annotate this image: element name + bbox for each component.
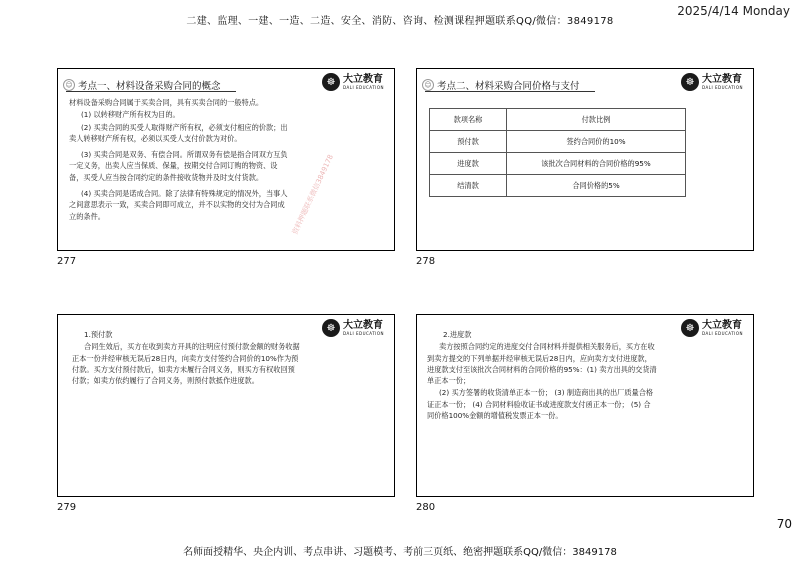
- logo-subtext: DALI EDUCATION: [702, 84, 743, 90]
- paragraph: 卖方按照合同约定的进度交付合同材料并提供相关服务后，买方在收到卖方提交的下列单据并经审核无误后28日内，应向卖方支付进度款，进度款支付至该批次合同材料的合同价格的95%：(1) 卖方出具的交货清单正本一份；: [427, 342, 657, 386]
- table-row: [430, 131, 686, 153]
- slide-title: 考点二、材料采购合同价格与支付: [437, 81, 580, 92]
- paragraph: 材料设备采购合同属于买卖合同，具有买卖合同的一般特点。: [69, 98, 264, 107]
- title-underline: [425, 91, 595, 92]
- slide-280: [416, 314, 754, 497]
- table-row: [430, 153, 686, 175]
- paragraph: (2) 买方签署的收货清单正本一份； (3) 制造商出具的出厂质量合格证正本一份； (4) 合同材料验收证书或进度款支付函正本一份； (5) 合同价格100%金额的增值税发票正本一份。: [427, 388, 654, 421]
- logo-subtext: DALI EDUCATION: [343, 330, 384, 336]
- table-header-cell: 付款比例: [507, 109, 686, 131]
- table-row: [430, 175, 686, 197]
- page-number: 70: [776, 517, 792, 531]
- section-heading: 2.进度款: [443, 330, 472, 339]
- slide-278: [416, 68, 754, 251]
- logo-icon: ☸: [322, 319, 340, 337]
- table-header-cell: 款项名称: [430, 109, 507, 131]
- table-cell: 签约合同价的10%: [507, 131, 686, 153]
- title-underline: [66, 91, 236, 92]
- logo: [322, 73, 384, 91]
- page-footer: 名师面授精华、央企内训、考点串讲、习题模考、考前三页纸、绝密押题联系QQ/微信：3849178: [183, 547, 617, 558]
- slide-number: 278: [416, 256, 436, 267]
- logo: [681, 73, 743, 91]
- slide-body: [427, 329, 657, 422]
- bullet-icon: ☺: [422, 79, 434, 91]
- slide-number: 279: [57, 502, 77, 513]
- logo-text: 大立教育: [702, 319, 743, 331]
- price-table: [429, 108, 686, 197]
- slide-body: [72, 329, 300, 387]
- paragraph: (4) 买卖合同是诺成合同。除了法律有特殊规定的情况外，当事人之间意思表示一致，买卖合同即可成立，并不以实物的交付为合同成立的条件。: [69, 189, 288, 221]
- paragraph: (1) 以转移财产所有权为目的。: [81, 110, 180, 120]
- table-header-row: [430, 109, 686, 131]
- slide-number: 280: [416, 502, 436, 513]
- paragraph: (2) 买卖合同的买受人取得财产所有权，必须支付相应的价款；出卖人转移财产所有权，必须以买受人支付价款为对价。: [69, 122, 288, 143]
- table-cell: 结清款: [430, 175, 507, 197]
- paragraph: (3) 买卖合同是双务、有偿合同。所谓双务有偿是指合同双方互负一定义务，出卖人应当保质、保量，按期交付合同订购的物资、设备，买受人应当按合同约定的条件接收货物并及时支付货款。: [69, 150, 288, 182]
- bullet-icon: ☺: [63, 79, 75, 91]
- page-header: 二建、监理、一建、一造、二造、安全、消防、咨询、检测课程押题联系QQ/微信：3849178: [186, 16, 614, 27]
- slide-279: [57, 314, 395, 497]
- table-cell: 合同价格的5%: [507, 175, 686, 197]
- table-cell: 进度款: [430, 153, 507, 175]
- logo-icon: ☸: [681, 73, 699, 91]
- logo: [322, 319, 384, 337]
- watermark: 资料押题联系微信3849178: [290, 153, 336, 236]
- slide-title-bar: [422, 78, 580, 92]
- slide-277: [57, 68, 395, 251]
- logo-subtext: DALI EDUCATION: [343, 84, 384, 90]
- logo-subtext: DALI EDUCATION: [702, 330, 743, 336]
- logo-text: 大立教育: [343, 73, 384, 85]
- page-date: 2025/4/14 Monday: [677, 4, 790, 18]
- logo-icon: ☸: [322, 73, 340, 91]
- section-heading: 1.预付款: [84, 330, 113, 339]
- slide-title-bar: [63, 78, 221, 92]
- logo-icon: ☸: [681, 319, 699, 337]
- table-cell: 预付款: [430, 131, 507, 153]
- logo-text: 大立教育: [702, 73, 743, 85]
- logo: [681, 319, 743, 337]
- paragraph: 合同生效后，买方在收到卖方开具的注明应付预付款金额的财务收据正本一份并经审核无误后28日内，向卖方支付签约合同价的10%作为预付款。买方支付预付款后，如卖方未履行合同义务，则买方有权收回预付款；如卖方依约履行了合同义务，则预付款抵作进度款。: [72, 342, 300, 386]
- slide-number: 277: [57, 256, 77, 267]
- logo-text: 大立教育: [343, 319, 384, 331]
- slide-body: [69, 97, 291, 223]
- slide-title: 考点一、材料设备采购合同的概念: [78, 81, 221, 92]
- table-cell: 该批次合同材料的合同价格的95%: [507, 153, 686, 175]
